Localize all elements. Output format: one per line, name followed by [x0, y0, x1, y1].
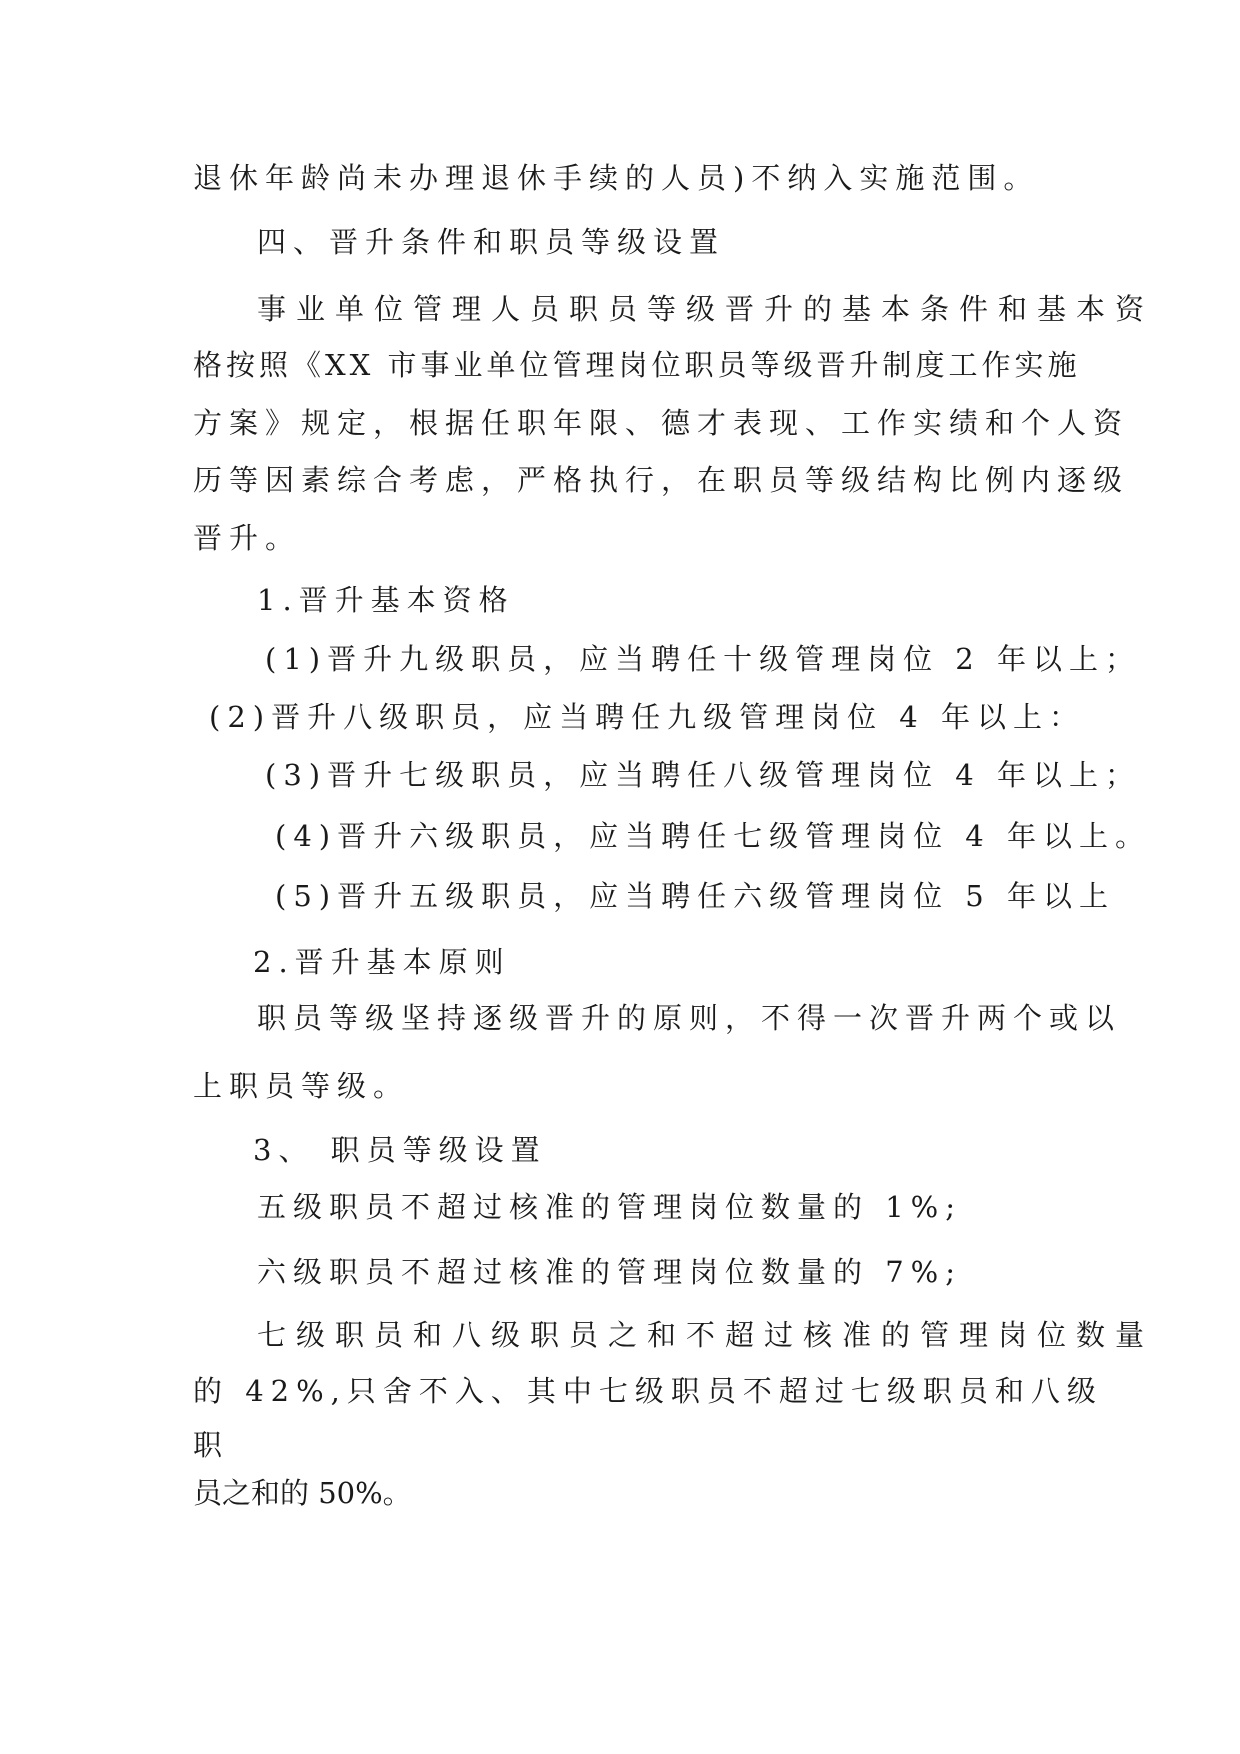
text-line: 退休年龄尚未办理退休手续的人员)不纳入实施范围。	[193, 161, 1040, 195]
text-line: 上职员等级。	[193, 1069, 410, 1103]
text-line: 六级职员不超过核准的管理岗位数量的 7%;	[257, 1255, 962, 1289]
subsection-heading: 1.晋升基本资格	[257, 583, 515, 617]
text-line: 格按照《XX 市事业单位管理岗位职员等级晋升制度工作实施	[193, 348, 1081, 382]
text-line: 职	[193, 1428, 223, 1462]
list-item: (4)晋升六级职员，应当聘任七级管理岗位 4 年以上。	[275, 819, 1151, 853]
list-item: (3)晋升七级职员，应当聘任八级管理岗位 4 年以上；	[265, 758, 1141, 792]
text-line: 七级职员和八级职员之和不超过核准的管理岗位数量	[257, 1318, 1155, 1352]
subsection-heading: 3、 职员等级设置	[253, 1133, 547, 1167]
text-line: 的 42%,只舍不入、其中七级职员不超过七级职员和八级	[193, 1374, 1103, 1408]
list-item: (2)晋升八级职员，应当聘任九级管理岗位 4 年以上：	[209, 700, 1085, 734]
text-line: 员之和的 50%。	[193, 1476, 412, 1510]
text-line: 五级职员不超过核准的管理岗位数量的 1%;	[257, 1190, 962, 1224]
list-item: (5)晋升五级职员，应当聘任六级管理岗位 5 年以上	[275, 879, 1115, 913]
text-line: 晋升。	[193, 521, 302, 555]
text-line: 事业单位管理人员职员等级晋升的基本条件和基本资	[257, 292, 1155, 326]
text-line: 职员等级坚持逐级晋升的原则，不得一次晋升两个或以	[257, 1001, 1122, 1035]
subsection-heading: 2.晋升基本原则	[253, 945, 511, 979]
section-heading: 四、晋升条件和职员等级设置	[257, 225, 726, 259]
text-line: 历等因素综合考虑，严格执行，在职员等级结构比例内逐级	[193, 463, 1130, 497]
list-item: (1)晋升九级职员，应当聘任十级管理岗位 2 年以上；	[265, 642, 1141, 676]
text-line: 方案》规定，根据任职年限、德才表现、工作实绩和个人资	[193, 406, 1130, 440]
